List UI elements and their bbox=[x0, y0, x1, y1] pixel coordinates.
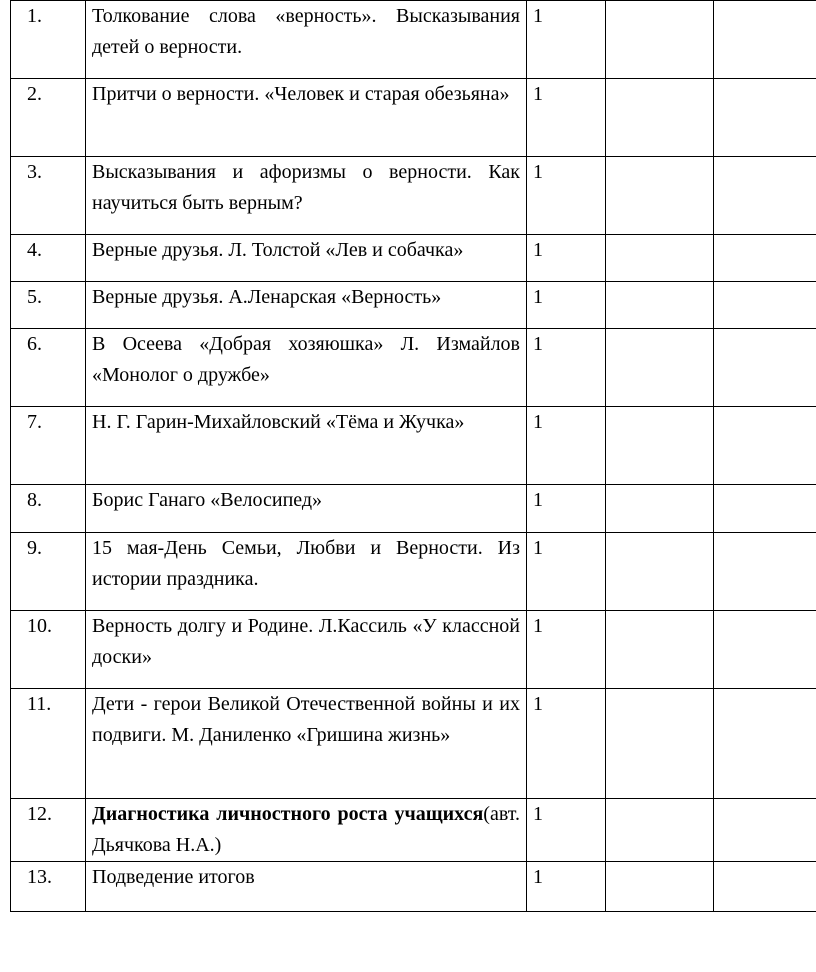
table-row bbox=[11, 611, 816, 689]
row-hours: 1 bbox=[527, 157, 606, 235]
table-row bbox=[11, 79, 816, 157]
empty-cell bbox=[714, 235, 816, 282]
row-topic: Верность долгу и Родине. Л.Кассиль «У классной доски» bbox=[86, 611, 527, 689]
row-hours: 1 bbox=[527, 235, 606, 282]
row-hours: 1 bbox=[527, 611, 606, 689]
empty-cell bbox=[714, 799, 816, 862]
empty-cell bbox=[606, 1, 714, 79]
empty-cell bbox=[714, 282, 816, 329]
row-topic-bold: Диагностика личностного роста учащихся bbox=[92, 803, 484, 825]
row-hours: 1 bbox=[527, 862, 606, 912]
row-hours: 1 bbox=[527, 533, 606, 611]
row-hours: 1 bbox=[527, 485, 606, 533]
empty-cell bbox=[606, 689, 714, 799]
empty-cell bbox=[714, 1, 816, 79]
row-topic-author: (авт. Дьячкова Н.А.) bbox=[92, 803, 520, 856]
row-topic: Дети - герои Великой Отечественной войны и их подвиги. М. Даниленко «Гришина жизнь» bbox=[86, 689, 527, 799]
row-topic: Борис Ганаго «Велосипед» bbox=[86, 485, 527, 533]
empty-cell bbox=[714, 862, 816, 912]
row-number: 6. bbox=[11, 329, 86, 407]
empty-cell bbox=[606, 611, 714, 689]
row-number: 2. bbox=[11, 79, 86, 157]
row-number: 3. bbox=[11, 157, 86, 235]
row-number: 7. bbox=[11, 407, 86, 485]
empty-cell bbox=[714, 329, 816, 407]
table-row bbox=[11, 157, 816, 235]
table-row bbox=[11, 282, 816, 329]
empty-cell bbox=[606, 407, 714, 485]
row-hours: 1 bbox=[527, 407, 606, 485]
table-row bbox=[11, 799, 816, 862]
row-topic: Верные друзья. А.Ленарская «Верность» bbox=[86, 282, 527, 329]
table-row bbox=[11, 689, 816, 799]
row-hours: 1 bbox=[527, 282, 606, 329]
table-row bbox=[11, 485, 816, 533]
row-number: 9. bbox=[11, 533, 86, 611]
lesson-plan-table bbox=[10, 0, 816, 912]
row-topic: Подведение итогов bbox=[86, 862, 527, 912]
row-number: 1. bbox=[11, 1, 86, 79]
row-topic bbox=[86, 799, 527, 862]
row-number: 4. bbox=[11, 235, 86, 282]
row-hours: 1 bbox=[527, 329, 606, 407]
empty-cell bbox=[714, 611, 816, 689]
row-number: 13. bbox=[11, 862, 86, 912]
row-number: 5. bbox=[11, 282, 86, 329]
empty-cell bbox=[714, 533, 816, 611]
table-row bbox=[11, 407, 816, 485]
empty-cell bbox=[606, 799, 714, 862]
empty-cell bbox=[714, 689, 816, 799]
row-number: 11. bbox=[11, 689, 86, 799]
row-hours: 1 bbox=[527, 689, 606, 799]
table-row bbox=[11, 533, 816, 611]
empty-cell bbox=[606, 157, 714, 235]
empty-cell bbox=[606, 533, 714, 611]
row-topic: Толкование слова «верность». Высказывания детей о верности. bbox=[86, 1, 527, 79]
row-topic: Высказывания и афоризмы о верности. Как научиться быть верным? bbox=[86, 157, 527, 235]
empty-cell bbox=[714, 407, 816, 485]
row-hours: 1 bbox=[527, 799, 606, 862]
table-row bbox=[11, 1, 816, 79]
empty-cell bbox=[606, 329, 714, 407]
row-topic: 15 мая-День Семьи, Любви и Верности. Из истории праздника. bbox=[86, 533, 527, 611]
row-hours: 1 bbox=[527, 79, 606, 157]
row-topic: В Осеева «Добрая хозяюшка» Л. Измайлов «Монолог о дружбе» bbox=[86, 329, 527, 407]
empty-cell bbox=[606, 235, 714, 282]
row-hours: 1 bbox=[527, 1, 606, 79]
empty-cell bbox=[606, 485, 714, 533]
empty-cell bbox=[714, 157, 816, 235]
empty-cell bbox=[606, 862, 714, 912]
empty-cell bbox=[714, 79, 816, 157]
empty-cell bbox=[606, 282, 714, 329]
empty-cell bbox=[606, 79, 714, 157]
row-topic: Н. Г. Гарин-Михайловский «Тёма и Жучка» bbox=[86, 407, 527, 485]
empty-cell bbox=[714, 485, 816, 533]
table-row bbox=[11, 862, 816, 912]
row-topic: Притчи о верности. «Человек и старая обезьяна» bbox=[86, 79, 527, 157]
row-number: 10. bbox=[11, 611, 86, 689]
row-topic: Верные друзья. Л. Толстой «Лев и собачка» bbox=[86, 235, 527, 282]
row-number: 12. bbox=[11, 799, 86, 862]
table-row bbox=[11, 235, 816, 282]
row-number: 8. bbox=[11, 485, 86, 533]
table-row bbox=[11, 329, 816, 407]
